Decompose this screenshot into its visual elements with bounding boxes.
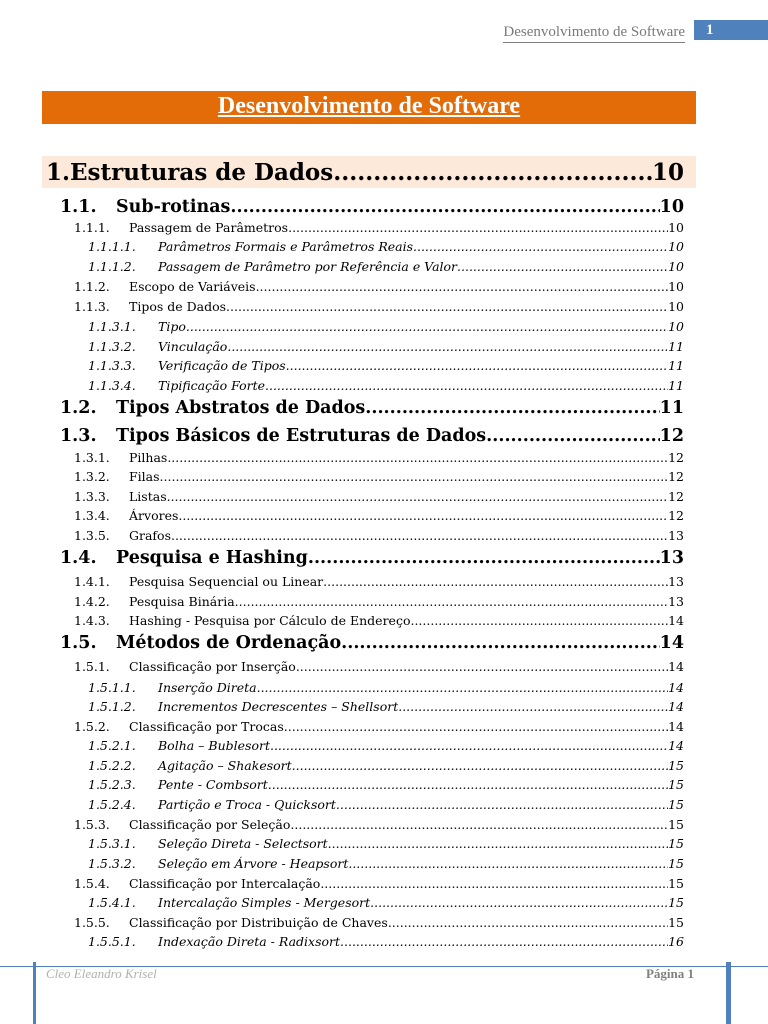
toc-leader-dots bbox=[370, 895, 668, 910]
toc-entry-title: Incrementos Decrescentes – Shellsort bbox=[158, 699, 399, 714]
toc-entry-title: Classificação por Trocas bbox=[129, 719, 284, 734]
toc-entry-title: Pesquisa e Hashing bbox=[116, 548, 308, 568]
toc-entry[interactable] bbox=[88, 836, 684, 854]
toc-entry-title: Intercalação Simples - Mergesort bbox=[158, 895, 371, 910]
toc-entry-title: Classificação por Intercalação bbox=[129, 876, 321, 891]
toc-entry-title: Passagem de Parâmetro por Referência e Valor bbox=[158, 259, 458, 274]
toc-leader-dots bbox=[235, 594, 668, 609]
toc-entry-title: Tipos de Dados bbox=[129, 299, 227, 314]
toc-leader-dots bbox=[160, 469, 669, 484]
toc-entry-number: 1.5.5.1. bbox=[88, 934, 136, 949]
toc-entry-page: 14 bbox=[668, 613, 684, 628]
toc-entry-page: 16 bbox=[668, 934, 684, 949]
toc-entry[interactable] bbox=[74, 659, 684, 677]
toc-entry-number: 1.3.1. bbox=[74, 450, 110, 465]
toc-entry-page: 15 bbox=[668, 876, 684, 891]
footer-right-bar bbox=[726, 962, 731, 1024]
toc-entry-number: 1.1.1.1. bbox=[88, 239, 136, 254]
toc-entry-page: 15 bbox=[668, 836, 684, 851]
toc-leader-dots bbox=[186, 319, 668, 334]
toc-entry-page: 14 bbox=[668, 738, 684, 753]
toc-entry-page: 12 bbox=[668, 508, 684, 523]
toc-entry-page: 15 bbox=[668, 758, 684, 773]
toc-entry-number: 1.5.1.2. bbox=[88, 699, 136, 714]
toc-entry[interactable] bbox=[74, 528, 684, 546]
toc-entry[interactable] bbox=[88, 339, 684, 357]
toc-entry-page: 10 bbox=[659, 197, 684, 217]
toc-entry-page: 13 bbox=[668, 574, 684, 589]
toc-entry[interactable] bbox=[88, 738, 684, 756]
toc-entry-page: 10 bbox=[668, 259, 684, 274]
toc-leader-dots bbox=[398, 699, 668, 714]
toc-entry-title: Verificação de Tipos bbox=[158, 358, 286, 373]
footer-left-bar bbox=[33, 962, 36, 1024]
toc-entry-page: 14 bbox=[668, 699, 684, 714]
toc-entry-number: 1.4. bbox=[60, 548, 97, 568]
toc-entry-title: Tipo bbox=[158, 319, 186, 334]
toc-entry-page: 11 bbox=[668, 378, 684, 393]
toc-entry-number: 1.4.3. bbox=[74, 613, 110, 628]
toc-entry-title: Pente - Combsort bbox=[158, 777, 268, 792]
toc-entry[interactable] bbox=[88, 239, 684, 257]
toc-leader-dots bbox=[308, 548, 660, 568]
toc-entry-number: 1.3. bbox=[60, 426, 97, 446]
toc-leader-dots bbox=[284, 719, 668, 734]
toc-entry[interactable] bbox=[88, 777, 684, 795]
toc-entry-number: 1.3.2. bbox=[74, 469, 110, 484]
toc-entry[interactable] bbox=[74, 508, 684, 526]
toc-entry-number: 1.5.3.2. bbox=[88, 856, 136, 871]
toc-entry-title: Árvores bbox=[129, 508, 179, 523]
toc-leader-dots bbox=[288, 220, 668, 235]
document-banner bbox=[42, 91, 696, 124]
toc-entry-number: 1.5.4.1. bbox=[88, 895, 136, 910]
toc-entry-number: 1.4.1. bbox=[74, 574, 110, 589]
toc-entry[interactable] bbox=[88, 319, 684, 337]
toc-entry-title: Parâmetros Formais e Parâmetros Reais bbox=[158, 239, 414, 254]
toc-entry-number: 1.1.2. bbox=[74, 279, 110, 294]
toc-leader-dots bbox=[256, 279, 669, 294]
toc-leader-dots bbox=[341, 633, 659, 653]
toc-entry-title: Inserção Direta bbox=[158, 680, 257, 695]
toc-entry-title: Indexação Direta - Radixsort bbox=[158, 934, 341, 949]
toc-entry[interactable] bbox=[88, 378, 684, 396]
toc-entry-page: 14 bbox=[659, 633, 684, 653]
toc-entry[interactable] bbox=[88, 895, 684, 913]
toc-entry-number: 1. bbox=[46, 158, 71, 186]
toc-entry-page: 15 bbox=[668, 915, 684, 930]
toc-entry[interactable] bbox=[74, 489, 684, 507]
toc-entry[interactable] bbox=[88, 680, 684, 698]
toc-entry-number: 1.3.5. bbox=[74, 528, 110, 543]
toc-entry-title: Classificação por Distribuição de Chaves bbox=[129, 915, 388, 930]
toc-entry-page: 15 bbox=[668, 856, 684, 871]
toc-entry-page: 15 bbox=[668, 797, 684, 812]
toc-leader-dots bbox=[323, 574, 668, 589]
toc-leader-dots bbox=[486, 426, 659, 446]
toc-entry[interactable] bbox=[88, 934, 684, 952]
toc-leader-dots bbox=[413, 239, 668, 254]
toc-entry-number: 1.5. bbox=[60, 633, 97, 653]
toc-entry[interactable] bbox=[74, 299, 684, 317]
toc-entry-title: Estruturas de Dados bbox=[70, 158, 334, 186]
toc-leader-dots bbox=[257, 680, 668, 695]
toc-leader-dots bbox=[365, 398, 659, 418]
toc-entry-page: 10 bbox=[668, 319, 684, 334]
toc-entry-number: 1.2. bbox=[60, 398, 97, 418]
toc-entry-title: Tipos Básicos de Estruturas de Dados bbox=[116, 426, 487, 446]
toc-entry-title: Classificação por Seleção bbox=[129, 817, 291, 832]
toc-leader-dots bbox=[227, 339, 668, 354]
toc-entry-number: 1.1.3.1. bbox=[88, 319, 136, 334]
toc-entry-page: 11 bbox=[668, 358, 684, 373]
toc-leader-dots bbox=[268, 777, 668, 792]
toc-entry-title: Partição e Troca - Quicksort bbox=[158, 797, 336, 812]
document-title: Desenvolvimento de Software bbox=[217, 93, 521, 119]
toc-entry-title: Seleção Direta - Selectsort bbox=[158, 836, 328, 851]
toc-entry-number: 1.1.3. bbox=[74, 299, 110, 314]
toc-entry-number: 1.5.2.2. bbox=[88, 758, 136, 773]
toc-entry[interactable] bbox=[74, 817, 684, 835]
toc-entry-page: 10 bbox=[668, 220, 684, 235]
toc-entry-number: 1.5.3.1. bbox=[88, 836, 136, 851]
toc-entry[interactable] bbox=[60, 197, 684, 219]
toc-entry[interactable] bbox=[74, 915, 684, 933]
toc-entry-title: Classificação por Inserção bbox=[129, 659, 296, 674]
toc-entry-number: 1.3.4. bbox=[74, 508, 110, 523]
toc-entry-number: 1.1.3.4. bbox=[88, 378, 136, 393]
toc-entry-number: 1.4.2. bbox=[74, 594, 110, 609]
toc-entry-page: 15 bbox=[668, 895, 684, 910]
toc-entry-title: Grafos bbox=[129, 528, 171, 543]
toc-entry[interactable] bbox=[88, 797, 684, 815]
toc-entry-title: Pesquisa Binária bbox=[129, 594, 235, 609]
toc-entry[interactable] bbox=[74, 719, 684, 737]
toc-leader-dots bbox=[328, 836, 668, 851]
toc-entry[interactable] bbox=[42, 156, 696, 188]
toc-entry-page: 12 bbox=[668, 469, 684, 484]
toc-entry[interactable] bbox=[88, 699, 684, 717]
toc-leader-dots bbox=[336, 797, 668, 812]
toc-entry[interactable] bbox=[74, 574, 684, 592]
toc-entry-page: 10 bbox=[651, 158, 684, 186]
toc-entry-page: 10 bbox=[668, 299, 684, 314]
toc-entry[interactable] bbox=[74, 279, 684, 297]
toc-leader-dots bbox=[333, 159, 652, 186]
toc-entry-number: 1.1.1.2. bbox=[88, 259, 136, 274]
toc-entry-title: Hashing - Pesquisa por Cálculo de Endereço bbox=[129, 613, 411, 628]
toc-leader-dots bbox=[292, 758, 668, 773]
toc-entry[interactable] bbox=[74, 594, 684, 612]
toc-entry-title: Seleção em Árvore - Heapsort bbox=[158, 856, 349, 871]
toc-leader-dots bbox=[340, 934, 668, 949]
toc-entry[interactable] bbox=[60, 548, 684, 570]
toc-entry[interactable] bbox=[74, 450, 684, 468]
toc-entry[interactable] bbox=[74, 220, 684, 238]
toc-entry[interactable] bbox=[88, 758, 684, 776]
toc-entry-title: Tipificação Forte bbox=[158, 378, 265, 393]
toc-entry[interactable] bbox=[60, 398, 684, 420]
toc-entry-number: 1.5.2. bbox=[74, 719, 110, 734]
toc-entry[interactable] bbox=[74, 613, 684, 631]
toc-entry-page: 14 bbox=[668, 659, 684, 674]
toc-leader-dots bbox=[178, 508, 668, 523]
toc-leader-dots bbox=[265, 378, 668, 393]
toc-entry[interactable] bbox=[88, 358, 684, 376]
toc-entry-title: Agitação – Shakesort bbox=[158, 758, 292, 773]
toc-entry-title: Vinculação bbox=[158, 339, 228, 354]
toc-leader-dots bbox=[270, 738, 668, 753]
toc-entry-page: 13 bbox=[668, 528, 684, 543]
toc-entry[interactable] bbox=[88, 259, 684, 277]
toc-entry-page: 14 bbox=[668, 719, 684, 734]
toc-entry-number: 1.5.1. bbox=[74, 659, 110, 674]
toc-leader-dots bbox=[290, 817, 668, 832]
toc-entry-title: Passagem de Parâmetros bbox=[129, 220, 289, 235]
toc-entry-number: 1.5.4. bbox=[74, 876, 110, 891]
toc-entry-page: 12 bbox=[668, 489, 684, 504]
toc-entry[interactable] bbox=[74, 876, 684, 894]
toc-entry-title: Sub-rotinas bbox=[116, 197, 231, 217]
header-page-number: 1 bbox=[694, 20, 768, 40]
toc-entry-number: 1.1.3.2. bbox=[88, 339, 136, 354]
toc-entry-number: 1.5.2.4. bbox=[88, 797, 136, 812]
toc-entry-number: 1.1.1. bbox=[74, 220, 110, 235]
toc-entry[interactable] bbox=[60, 633, 684, 655]
toc-entry-number: 1.5.2.1. bbox=[88, 738, 136, 753]
toc-entry-number: 1.5.2.3. bbox=[88, 777, 136, 792]
toc-entry[interactable] bbox=[60, 426, 684, 448]
toc-leader-dots bbox=[348, 856, 668, 871]
toc-entry-page: 14 bbox=[668, 680, 684, 695]
toc-leader-dots bbox=[230, 197, 659, 217]
toc-entry-page: 15 bbox=[668, 817, 684, 832]
toc-entry[interactable] bbox=[88, 856, 684, 874]
toc-leader-dots bbox=[286, 358, 668, 373]
toc-leader-dots bbox=[388, 915, 668, 930]
toc-entry-title: Filas bbox=[129, 469, 160, 484]
toc-entry-title: Métodos de Ordenação bbox=[116, 633, 342, 653]
toc-entry-title: Escopo de Variáveis bbox=[129, 279, 256, 294]
header-title: Desenvolvimento de Software bbox=[503, 22, 685, 43]
toc-entry-title: Pilhas bbox=[129, 450, 168, 465]
toc-entry-page: 11 bbox=[659, 398, 684, 418]
toc-entry-title: Listas bbox=[129, 489, 167, 504]
toc-entry-page: 13 bbox=[659, 548, 684, 568]
toc-entry-number: 1.5.3. bbox=[74, 817, 110, 832]
toc-leader-dots bbox=[457, 259, 668, 274]
toc-entry-page: 10 bbox=[668, 279, 684, 294]
toc-entry-page: 13 bbox=[668, 594, 684, 609]
toc-entry-number: 1.3.3. bbox=[74, 489, 110, 504]
toc-entry-number: 1.5.5. bbox=[74, 915, 110, 930]
toc-entry-title: Tipos Abstratos de Dados bbox=[116, 398, 366, 418]
toc-leader-dots bbox=[226, 299, 668, 314]
toc-entry-title: Bolha – Bublesort bbox=[158, 738, 270, 753]
footer-author: Cleo Eleandro Krisel bbox=[46, 966, 157, 981]
toc-entry-page: 11 bbox=[668, 339, 684, 354]
toc-entry-title: Pesquisa Sequencial ou Linear bbox=[129, 574, 324, 589]
toc-entry-page: 15 bbox=[668, 777, 684, 792]
toc-leader-dots bbox=[320, 876, 668, 891]
toc-entry-number: 1.1. bbox=[60, 197, 97, 217]
toc-leader-dots bbox=[171, 528, 668, 543]
toc-entry-number: 1.5.1.1. bbox=[88, 680, 136, 695]
toc-entry[interactable] bbox=[74, 469, 684, 487]
toc-entry-page: 12 bbox=[659, 426, 684, 446]
toc-entry-number: 1.1.3.3. bbox=[88, 358, 136, 373]
toc-leader-dots bbox=[167, 450, 668, 465]
toc-entry-page: 10 bbox=[668, 239, 684, 254]
toc-leader-dots bbox=[167, 489, 668, 504]
footer-page-label: Página 1 bbox=[645, 966, 694, 981]
toc-leader-dots bbox=[410, 613, 668, 628]
toc-entry-page: 12 bbox=[668, 450, 684, 465]
toc-leader-dots bbox=[296, 659, 668, 674]
